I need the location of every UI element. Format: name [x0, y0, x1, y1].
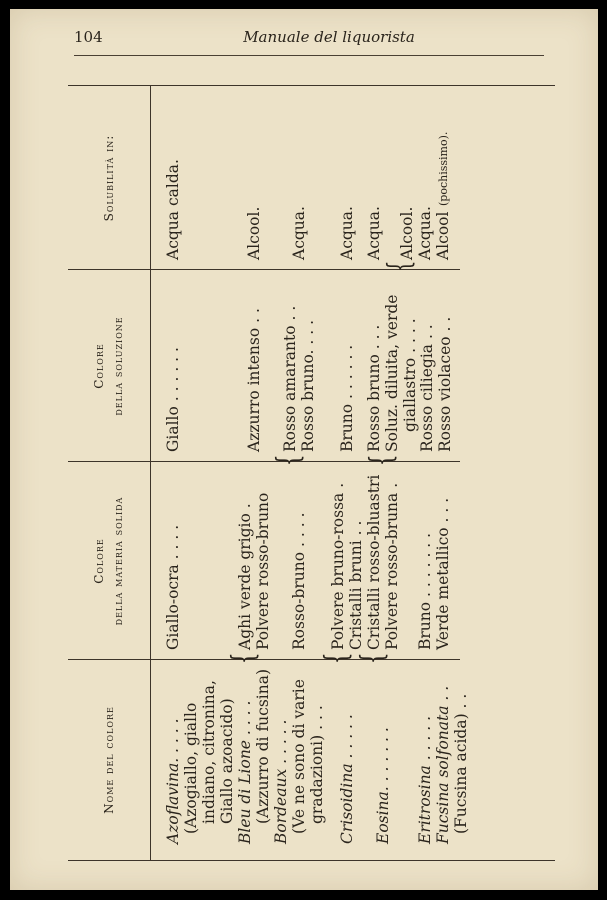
soluzione-eosina: giallastro . . . .: [401, 318, 419, 432]
materia-azoflavina: Giallo-ocra . . . .: [164, 524, 182, 650]
soluzione-bordeaux: Rosso amaranto . .: [281, 305, 299, 452]
nome-azoflavina-alt: (Azogiallo, giallo: [182, 702, 200, 834]
nome-fucsina: Fucsina solfonata . .: [434, 685, 452, 844]
solubilita-azoflavina: Acqua calda.: [164, 159, 182, 260]
solubilita-fucsina: Alcool: [434, 211, 452, 260]
dye-table: [68, 85, 555, 861]
nome-bordeaux-alt: (Ve ne sono di varie: [290, 679, 308, 834]
solubilita-eosina: Alcool.: [398, 206, 416, 260]
page-header: [74, 23, 544, 56]
nome-azoflavina-alt: Giallo azoacido): [218, 698, 236, 824]
header-soluzione-bottom: della soluzione: [111, 316, 125, 416]
materia-fucsina: Verde metallico . . .: [434, 497, 452, 650]
materia-bleu: Aghi verde grigio .: [236, 503, 254, 650]
table-area: [68, 87, 555, 861]
brace: {: [226, 652, 262, 664]
materia-crisoidina: Cristalli bruni . .: [347, 520, 365, 650]
nome-bleu-alt: (Azzurro di fucsina): [254, 668, 272, 824]
brace: {: [364, 454, 400, 466]
nome-eritrosina: Eritrosina . . . . .: [416, 715, 434, 844]
materia-bleu: Polvere rosso-bruno: [254, 492, 272, 650]
soluzione-crisoidina: Bruno . . . . . .: [338, 344, 356, 452]
brace: {: [319, 652, 355, 664]
page-number: 104: [74, 28, 103, 46]
brace: {: [271, 454, 307, 466]
materia-eosina: Polvere rosso-bruna .: [383, 482, 401, 650]
soluzione-bordeaux: Rosso bruno. . . .: [299, 319, 317, 452]
solubilita-bordeaux: Acqua.: [290, 206, 308, 260]
header-nome: [68, 660, 150, 860]
header-rule: [150, 86, 151, 860]
nome-bordeaux: Bordeaux . . . . .: [272, 719, 290, 844]
book-page: [10, 9, 598, 890]
brace: {: [355, 652, 391, 664]
nome-eosina: Eosina. . . . . . .: [374, 727, 392, 844]
header-solubilita-label: Solubilità in:: [101, 134, 116, 222]
header-soluzione: [68, 270, 150, 462]
header-materia: [68, 462, 150, 660]
nome-crisoidina: Crisoidina . . . . .: [338, 714, 356, 844]
solubilita-eosina: Acqua.: [365, 206, 383, 260]
nome-bleu: Bleu di Lione . . . .: [236, 700, 254, 844]
nome-bordeaux-alt: gradazioni) . . .: [308, 705, 326, 824]
soluzione-eritrosina: Rosso ciliegia . .: [418, 324, 436, 452]
nome-fucsina-alt: (Fucsina acida) . .: [452, 693, 470, 834]
solubilita-eritrosina: Acqua.: [416, 206, 434, 260]
materia-eritrosina: Bruno . . . . . . .: [416, 532, 434, 650]
solubilita-bleu: Alcool.: [245, 206, 263, 260]
materia-bordeaux: Rosso-bruno . . . .: [290, 512, 308, 650]
soluzione-azoflavina: Giallo . . . . . .: [164, 347, 182, 452]
running-title: Manuale del liquorista: [243, 28, 415, 46]
soluzione-fucsina: Rosso violaceo . .: [436, 316, 454, 452]
header-solubilita: [68, 86, 150, 270]
solubilita-crisoidina: Acqua.: [338, 206, 356, 260]
header-materia-top: Colore: [92, 538, 106, 584]
solubilita-fucsina-note: (pochissimo).: [437, 131, 450, 206]
nome-azoflavina: Azoflavina. . . . .: [164, 718, 182, 844]
soluzione-eosina: Rosso bruno . . .: [365, 324, 383, 452]
header-materia-bottom: della materia solida: [111, 496, 125, 626]
materia-crisoidina: Polvere bruno-rossa .: [329, 482, 347, 650]
soluzione-bleu: Azzurro intenso . .: [245, 308, 263, 452]
nome-azoflavina-alt: indiano, citronina,: [200, 680, 218, 824]
soluzione-eosina: Soluz. diluita, verde: [383, 294, 401, 452]
header-nome-label: Nome del colore: [101, 706, 116, 814]
materia-eosina: Cristalli rosso-bluastri: [365, 474, 383, 650]
header-soluzione-top: Colore: [92, 343, 106, 389]
brace: {: [382, 260, 418, 272]
